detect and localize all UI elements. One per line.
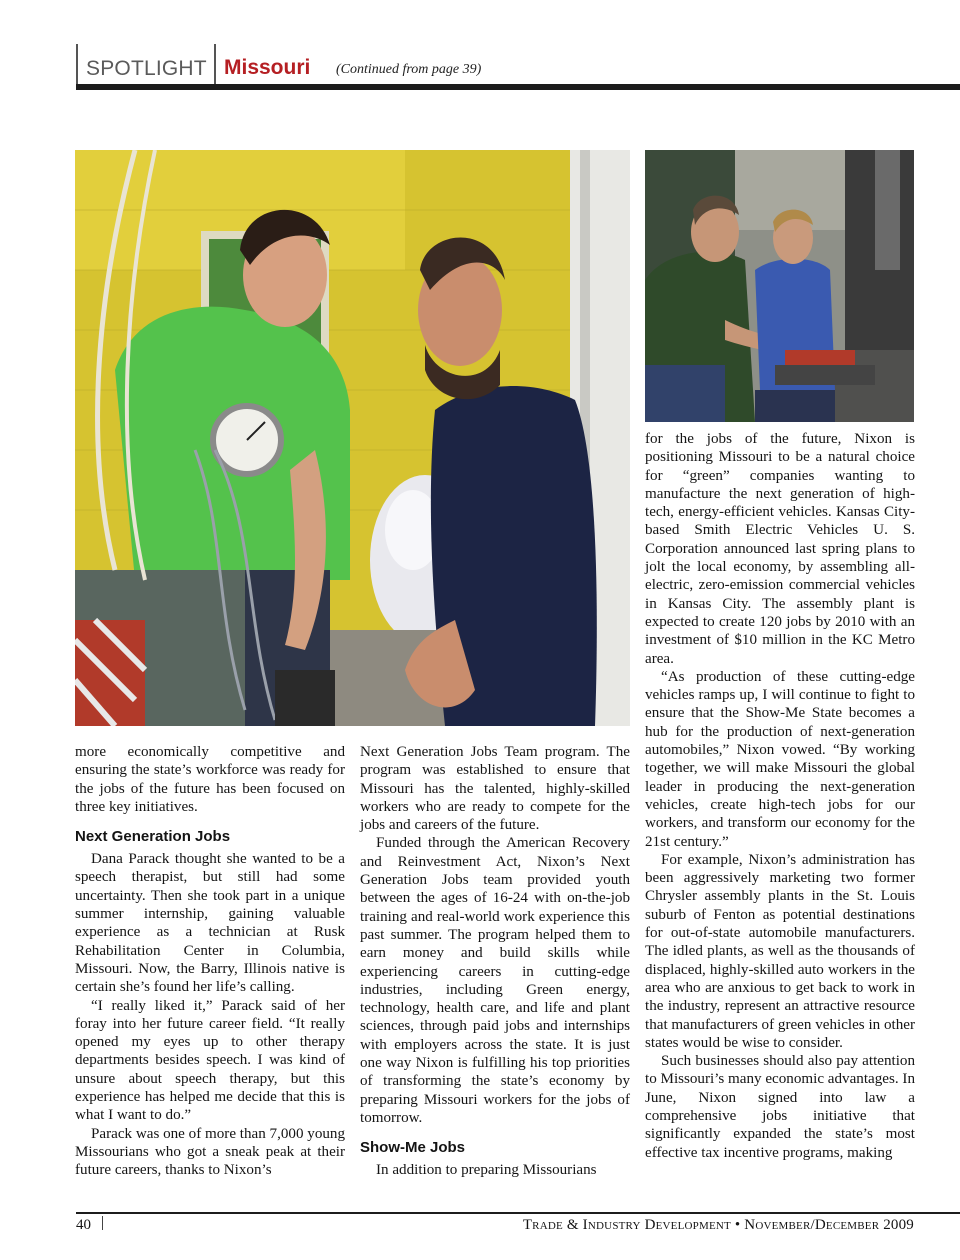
- page-number: 40: [76, 1217, 91, 1233]
- footer-divider: [102, 1216, 103, 1230]
- column-2: [360, 743, 630, 1180]
- body-paragraph: In addition to preparing Missourians: [376, 1162, 597, 1179]
- header-rule: [76, 84, 960, 90]
- body-paragraph: “As production of these cutting-edge vehicles ramps up, I will continue to fight to ensure that the Show-Me State becomes a hub for the production of next-generation automobiles,” Nixon vowed. “By working together, we will make Missouri the global leader in producing the next-generation vehicles, create high-tech jobs for our workers, and transform our economy for the 21st century.”: [645, 668, 915, 850]
- footer-rule: [76, 1212, 960, 1214]
- body-paragraph: Parack was one of more than 7,000 young Missourians who got a sneak peak at their future careers, thanks to Nixon’s: [75, 1125, 346, 1179]
- continued-note: (Continued from page 39): [336, 62, 482, 77]
- body-paragraph: for the jobs of the future, Nixon is positioning Missouri to be a natural choice for “green” companies wanting to manufacture the next generation of high-tech, energy-efficient vehicles. Kansas City-based Smith Electric Vehicles U. S. Corporation announced last spring plans to jolt the local economy, by assembling all-electric, zero-emission commercial vehicles in Kansas City. The assembly plant is expected to create 120 jobs by 2010 with an investment of $10 million in the KC Metro area.: [645, 431, 915, 667]
- state-label: Missouri: [224, 56, 311, 79]
- body-paragraph: Next Generation Jobs Team program. The program was established to ensure that Missouri has the talented, highly-skilled workers who are ready to compete for the jobs and careers of the future.: [360, 744, 630, 834]
- body-paragraph: Such businesses should also pay attention to Missouri’s many economic advantages. In June, Nixon signed into law a comprehensive jobs initiative that significantly expanded the state’s most effective tax incentive programs, making: [645, 1053, 915, 1161]
- section-header: [76, 44, 960, 92]
- subheading-next-generation-jobs: Next Generation Jobs: [75, 828, 231, 846]
- body-paragraph: “I really liked it,” Parack said of her foray into her future career field. “It really opened my eyes up to other therapy departments besides speech. I was kind of unsure about speech therapy, but this experience has helped me decide that this is what I want to do.”: [75, 997, 345, 1124]
- column-3: [645, 430, 915, 1162]
- body-paragraph: Dana Parack thought she wanted to be a speech therapist, but still had some uncertainty. Then she took part in a unique summer internship, gaining valuable experience as a technician at Rusk Rehabilitation Center in Columbia, Missouri. Now, the Barry, Illinois native is certain she’s found her life’s calling.: [75, 851, 345, 996]
- body-paragraph: more economically competitive and ensuring the state’s workforce was ready for the jobs of the future has been focused on three key initiatives.: [75, 744, 345, 815]
- header-divider: [214, 44, 216, 84]
- body-paragraph: For example, Nixon’s administration has been aggressively marketing two former Chrysler assembly plants in the St. Louis suburb of Fenton as potential destinations for out-of-state automobile manufacturers. The idled plants, as well as the thousands of displaced, highly-skilled auto workers in the area who are anxious to get back to work in the industry, represent an attractive resource that manufacturers of green vehicles in other states would be wise to consider.: [645, 851, 915, 1051]
- column-1: [75, 743, 345, 1180]
- publication-line: Trade & Industry Development • November/December 2009: [522, 1217, 914, 1233]
- subheading-show-me-jobs: Show-Me Jobs: [360, 1139, 466, 1157]
- side-photo: [645, 150, 914, 422]
- main-photo: [75, 150, 630, 726]
- body-paragraph: Funded through the American Recovery and Reinvestment Act, Nixon’s Next Generation Jobs team provided youth between the ages of 16-24 with on-the-job training and real-world work experience this past summer. The program helped them to earn money and build skills while experiencing careers in cutting-edge industries, including Green energy, technology, health care, and life and plant sciences, through paid jobs and internships with employers across the state. It is just one way Nixon is fulfilling his top priorities of transforming the state’s economy by preparing Missouri workers for the jobs of tomorrow.: [360, 835, 630, 1126]
- section-label: SPOTLIGHT: [86, 57, 207, 80]
